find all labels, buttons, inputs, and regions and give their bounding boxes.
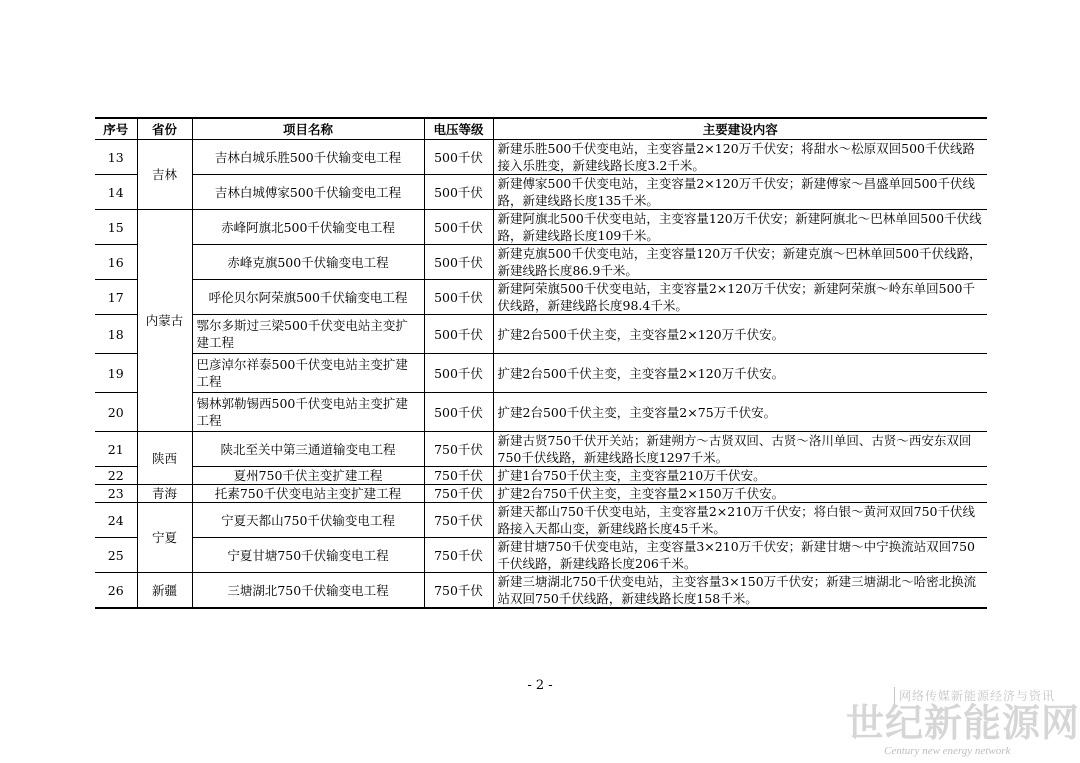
- construction-content: 新建天都山750千伏变电站，主变容量2×210万千伏安；将白银～黄河双回750千伏线路接入天都山变，新建线路长度45千米。: [493, 503, 987, 538]
- voltage: 750千伏: [424, 503, 493, 538]
- watermark-tagline: 网络传媒新能源经济与资讯: [894, 687, 1055, 704]
- construction-content: 新建甘塘750千伏变电站，主变容量3×210万千伏安；新建甘塘～中宁换流站双回750千伏线路，新建线路长度206千米。: [493, 538, 987, 573]
- row-no: 25: [95, 538, 137, 573]
- table-row: [95, 280, 987, 315]
- construction-content: 新建阿荣旗500千伏变电站，主变容量2×120万千伏安；新建阿荣旗～岭东单回500千伏线路，新建线路长度98.4千米。: [493, 280, 987, 315]
- row-no: 23: [95, 485, 137, 503]
- province-cell: 新疆: [137, 573, 192, 609]
- province-cell: 内蒙古: [137, 210, 192, 432]
- construction-content: 扩建2台500千伏主变，主变容量2×120万千伏安。: [493, 354, 987, 393]
- table-row: [95, 432, 987, 467]
- project-name: 呼伦贝尔阿荣旗500千伏输变电工程: [192, 280, 424, 315]
- table-row: [95, 503, 987, 538]
- row-no: 19: [95, 354, 137, 393]
- voltage: 500千伏: [424, 140, 493, 175]
- table-row: [95, 467, 987, 485]
- construction-content: 新建克旗500千伏变电站，主变容量120万千伏安；新建克旗～巴林单回500千伏线路，新建线路长度86.9千米。: [493, 245, 987, 280]
- row-no: 18: [95, 315, 137, 354]
- province-cell: 宁夏: [137, 503, 192, 573]
- row-no: 13: [95, 140, 137, 175]
- watermark-subtitle: Century new energy network: [884, 745, 1011, 757]
- project-name: 托素750千伏变电站主变扩建工程: [192, 485, 424, 503]
- voltage: 500千伏: [424, 245, 493, 280]
- voltage: 750千伏: [424, 467, 493, 485]
- table-row: [95, 538, 987, 573]
- construction-content: 新建三塘湖北750千伏变电站，主变容量3×150万千伏安；新建三塘湖北～哈密北换流站双回750千伏线路，新建线路长度158千米。: [493, 573, 987, 609]
- project-name: 锡林郭勒锡西500千伏变电站主变扩建工程: [192, 393, 424, 432]
- table-row: [95, 485, 987, 503]
- header-no: 序号: [95, 118, 137, 140]
- voltage: 750千伏: [424, 573, 493, 609]
- row-no: 20: [95, 393, 137, 432]
- voltage: 500千伏: [424, 315, 493, 354]
- project-name: 三塘湖北750千伏输变电工程: [192, 573, 424, 609]
- row-no: 21: [95, 432, 137, 467]
- row-no: 17: [95, 280, 137, 315]
- voltage: 500千伏: [424, 280, 493, 315]
- province-cell: 青海: [137, 485, 192, 503]
- project-name: 鄂尔多斯过三梁500千伏变电站主变扩建工程: [192, 315, 424, 354]
- row-no: 22: [95, 467, 137, 485]
- watermark-logo: 世纪新能源网: [846, 700, 1080, 745]
- project-name: 陕北至关中第三通道输变电工程: [192, 432, 424, 467]
- construction-content: 扩建2台500千伏主变，主变容量2×120万千伏安。: [493, 315, 987, 354]
- project-name: 赤峰克旗500千伏输变电工程: [192, 245, 424, 280]
- table-row: [95, 245, 987, 280]
- construction-content: 扩建2台750千伏主变，主变容量2×150万千伏安。: [493, 485, 987, 503]
- table-row: [95, 393, 987, 432]
- construction-content: 新建古贤750千伏开关站；新建朔方～古贤双回、古贤～洛川单回、古贤～西安东双回750千伏线路，新建线路长度1297千米。: [493, 432, 987, 467]
- construction-content: 新建傅家500千伏变电站，主变容量2×120万千伏安；新建傅家～昌盛单回500千伏线路，新建线路长度135千米。: [493, 175, 987, 210]
- construction-content: 新建乐胜500千伏变电站，主变容量2×120万千伏安；将甜水～松原双回500千伏线路接入乐胜变，新建线路长度3.2千米。: [493, 140, 987, 175]
- voltage: 500千伏: [424, 210, 493, 245]
- header-voltage: 电压等级: [424, 118, 493, 140]
- voltage: 500千伏: [424, 175, 493, 210]
- table-row: [95, 140, 987, 175]
- row-no: 26: [95, 573, 137, 609]
- table-row: [95, 315, 987, 354]
- province-cell: 陕西: [137, 432, 192, 485]
- row-no: 15: [95, 210, 137, 245]
- construction-content: 扩建2台500千伏主变，主变容量2×75万千伏安。: [493, 393, 987, 432]
- construction-content: 新建阿旗北500千伏变电站，主变容量120万千伏安；新建阿旗北～巴林单回500千伏线路，新建线路长度109千米。: [493, 210, 987, 245]
- project-name: 吉林白城乐胜500千伏输变电工程: [192, 140, 424, 175]
- project-table: [95, 117, 987, 609]
- project-name: 赤峰阿旗北500千伏输变电工程: [192, 210, 424, 245]
- voltage: 750千伏: [424, 485, 493, 503]
- header-project-name: 项目名称: [192, 118, 424, 140]
- project-name: 宁夏天都山750千伏输变电工程: [192, 503, 424, 538]
- voltage: 500千伏: [424, 354, 493, 393]
- project-name: 巴彦淖尔祥泰500千伏变电站主变扩建工程: [192, 354, 424, 393]
- voltage: 500千伏: [424, 393, 493, 432]
- table-row: [95, 354, 987, 393]
- page-number: - 2 -: [527, 678, 553, 693]
- project-name: 夏州750千伏主变扩建工程: [192, 467, 424, 485]
- table-row: [95, 573, 987, 609]
- table-row: [95, 175, 987, 210]
- project-name: 吉林白城傅家500千伏输变电工程: [192, 175, 424, 210]
- header-content: 主要建设内容: [493, 118, 987, 140]
- row-no: 16: [95, 245, 137, 280]
- header-province: 省份: [137, 118, 192, 140]
- table-row: [95, 210, 987, 245]
- project-name: 宁夏甘塘750千伏输变电工程: [192, 538, 424, 573]
- table-header-row: [95, 118, 987, 140]
- voltage: 750千伏: [424, 432, 493, 467]
- province-cell: 吉林: [137, 140, 192, 210]
- construction-content: 扩建1台750千伏主变，主变容量210万千伏安。: [493, 467, 987, 485]
- row-no: 14: [95, 175, 137, 210]
- row-no: 24: [95, 503, 137, 538]
- voltage: 750千伏: [424, 538, 493, 573]
